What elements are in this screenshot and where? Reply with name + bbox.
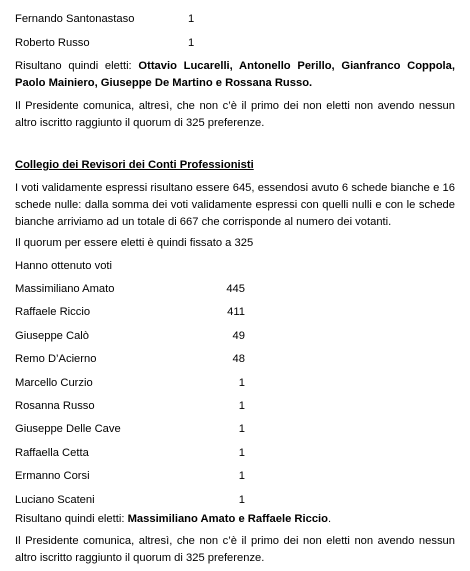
candidate-row	[15, 493, 245, 507]
candidate-name: Raffaella Cetta	[15, 447, 89, 459]
candidate-name: Raffaele Riccio	[15, 306, 91, 318]
candidate-row	[15, 446, 245, 460]
elected-prefix: Risultano quindi eletti:	[15, 60, 139, 72]
candidate-votes: 1	[238, 400, 245, 412]
candidate-name: Giuseppe Calò	[15, 330, 90, 342]
elected-names: Massimiliano Amato e Raffaele Riccio	[127, 513, 328, 525]
elected-names: Ottavio Lucarelli, Antonello Perillo, Gianfranco Coppola, Paolo Mainiero, Giuseppe De Martino e Rossana Russo.	[15, 60, 455, 89]
candidate-name: Massimiliano Amato	[15, 283, 115, 295]
candidate-votes: 1	[238, 447, 245, 459]
candidate-name: Fernando Santonastaso	[15, 13, 135, 25]
candidate-votes: 1	[238, 470, 245, 482]
candidate-votes: 49	[232, 330, 245, 342]
candidate-name: Roberto Russo	[15, 37, 90, 49]
candidate-votes: 411	[227, 306, 245, 318]
candidate-votes: 48	[232, 353, 245, 365]
candidate-name: Rosanna Russo	[15, 400, 95, 412]
candidate-name: Remo D’Acierno	[15, 353, 97, 365]
candidate-name: Giuseppe Delle Cave	[15, 423, 121, 435]
elected-paragraph	[15, 511, 455, 528]
candidate-votes: 445	[226, 283, 245, 295]
elected-suffix: .	[327, 513, 332, 525]
candidate-name: Ermanno Corsi	[15, 470, 90, 482]
candidate-row	[15, 352, 245, 366]
candidate-name: Luciano Scateni	[15, 494, 95, 506]
section-heading: Collegio dei Revisori dei Conti Professionisti	[15, 159, 254, 171]
obtained-line: Hanno ottenuto voti	[15, 260, 113, 272]
candidate-row	[15, 282, 245, 296]
candidate-votes: 1	[238, 423, 245, 435]
candidate-row	[15, 469, 245, 483]
president-note: Il Presidente comunica, altresì, che non c’è il primo dei non eletti non avendo nessun altro iscritto raggiunto il quorum di 325 preferenze.	[15, 100, 455, 129]
elected-prefix: Risultano quindi eletti:	[15, 513, 128, 525]
president-note: Il Presidente comunica, altresì, che non c’è il primo dei non eletti non avendo nessun altro iscritto raggiunto il quorum di 325 preferenze.	[15, 535, 455, 564]
candidate-row	[15, 399, 245, 413]
candidate-votes: 1	[238, 494, 245, 506]
candidate-name: Marcello Curzio	[15, 377, 93, 389]
candidate-votes: 1	[238, 377, 245, 389]
candidate-row	[15, 305, 245, 319]
candidate-row	[15, 376, 245, 390]
candidate-votes: 1	[188, 37, 195, 49]
votes-paragraph: I voti validamente espressi risultano essere 645, essendosi avuto 6 schede bianche e 16 schede nulle: dalla somma dei voti validamente espressi con quelli nulli e con le schede bianche arriviamo ad un totale di 667 che corrisponde al numero dei votanti.	[15, 182, 455, 228]
candidate-votes: 1	[188, 13, 195, 25]
candidate-row	[15, 422, 245, 436]
candidate-row	[15, 329, 245, 343]
quorum-line: Il quorum per essere eletti è quindi fissato a 325	[15, 237, 254, 249]
elected-paragraph	[15, 58, 455, 92]
